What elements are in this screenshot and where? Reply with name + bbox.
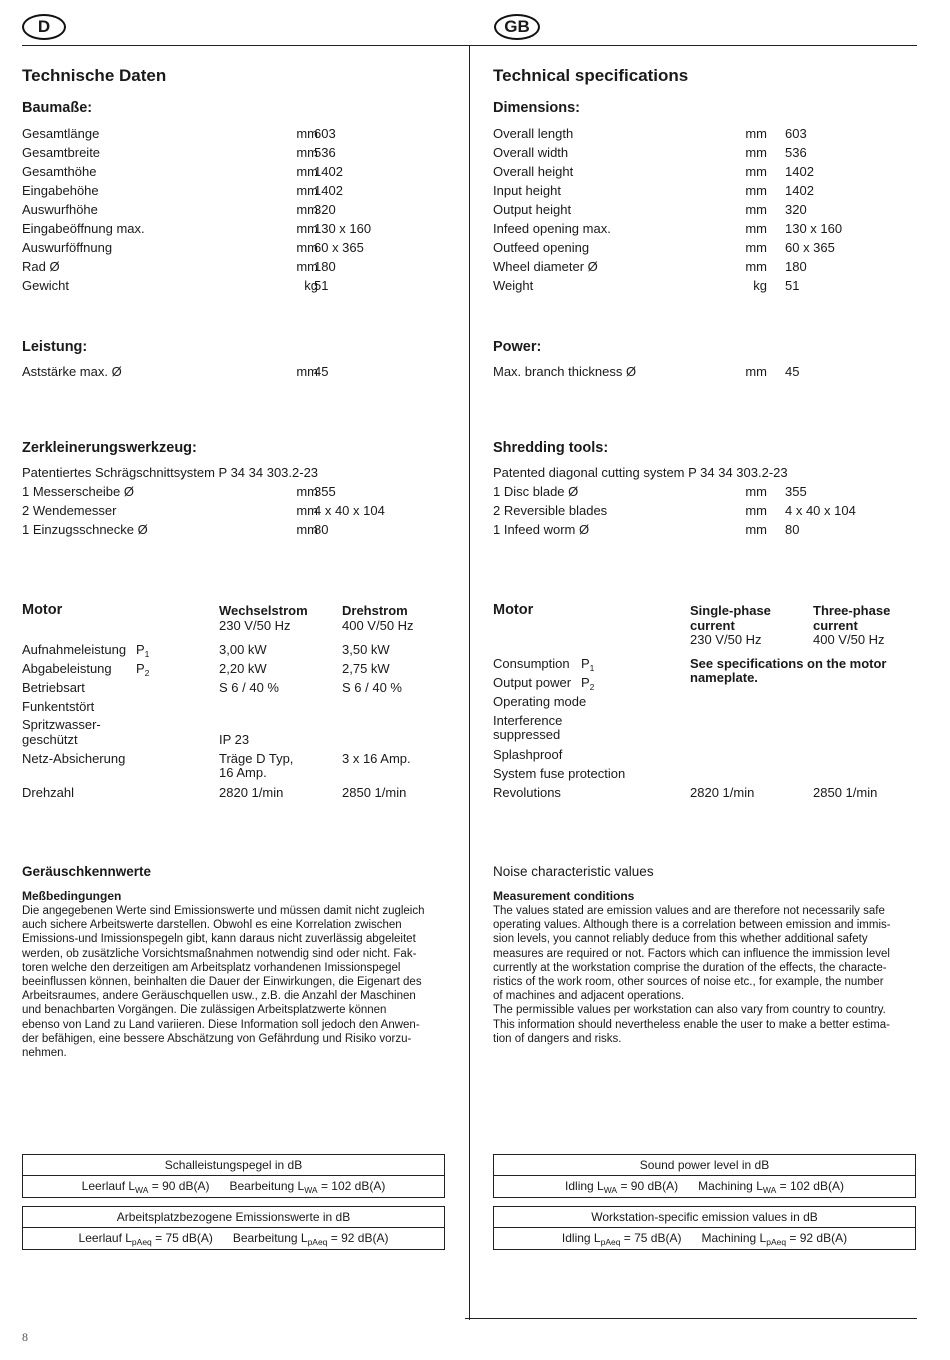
spec-label: Operating mode: [493, 694, 587, 709]
text-line: werden, ob zusätzliche Vorsichtsmaßnahmen notwendig sind oder nicht. Fak-: [22, 947, 417, 960]
motor-fuse-label-de: Netz-Absicherung: [22, 751, 126, 766]
text-line: Emissions-und Imissionspegeln gibt, kann daraus nicht zuverlässig abgeleitet: [22, 933, 416, 946]
spec-label: Drehzahl: [22, 785, 75, 800]
spec-unit: mm: [296, 221, 318, 236]
table-values: [23, 1228, 444, 1249]
value-number: = 92 dB(A): [786, 1231, 848, 1245]
power-heading-gb: Power:: [493, 339, 542, 355]
spec-label: Infeed opening max.: [493, 221, 611, 236]
spec-value: 2,75 kW: [342, 661, 390, 676]
text-line: currently at the workstation comprise the duration of the effects, the characte-: [493, 961, 887, 974]
symbol-index: 2: [589, 682, 595, 692]
value-subscript: WA: [603, 1185, 618, 1195]
spec-label: Betriebsart: [22, 680, 85, 695]
spec-label: Revolutions: [493, 785, 561, 800]
spec-value: 536: [785, 145, 807, 160]
table-title: Schalleistungspegel in dB: [23, 1155, 444, 1176]
emission-table-de: [22, 1206, 445, 1250]
symbol-index: 1: [589, 663, 595, 673]
motor-note1-gb: See specifications on the motor: [690, 656, 887, 671]
value-label: Bearbeitung L: [232, 1231, 308, 1245]
spec-unit: mm: [745, 202, 767, 217]
value-subscript: pAeq: [307, 1237, 328, 1247]
text-line: of machines and adjacent operations.: [493, 990, 685, 1003]
spec-unit: mm: [745, 484, 767, 499]
motor-col1-title2-gb: current: [690, 618, 735, 633]
page-title-gb: Technical specifications: [493, 66, 689, 85]
symbol-index: 1: [144, 649, 150, 659]
motor-col2-title-de: Drehstrom: [342, 603, 408, 618]
spec-unit: mm: [745, 364, 767, 379]
spec-value: 2850 1/min: [342, 785, 407, 800]
spec-label: 1 Disc blade Ø: [493, 484, 579, 499]
text-line: ebenso von Land zu Land variieren. Diese Information soll jedoch den Anwen-: [22, 1018, 420, 1031]
spec-value: 130 x 160: [785, 221, 843, 236]
motor-heading-gb: Motor: [493, 602, 534, 618]
spec-unit: mm: [296, 126, 318, 141]
spec-value: 1402: [314, 183, 343, 198]
spec-label: Outfeed opening: [493, 240, 590, 255]
power-symbol: [136, 659, 149, 683]
text-line: This information should nevertheless enable the user to make a better estima-: [493, 1018, 890, 1031]
spec-label: Consumption: [493, 656, 570, 671]
value-label: Leerlauf L: [81, 1179, 136, 1193]
value-subscript: WA: [304, 1185, 318, 1195]
spec-value: 1402: [785, 183, 814, 198]
language-badge-de: D: [22, 14, 66, 40]
spec-label: System fuse protection: [493, 766, 626, 781]
spec-label: Input height: [493, 183, 561, 198]
noise-heading-de: Geräuschkennwerte: [22, 864, 152, 879]
spec-label: Wheel diameter Ø: [493, 259, 598, 274]
motor-fuse-value1a-de: Träge D Typ,: [219, 751, 294, 766]
spec-value: 60 x 365: [785, 240, 835, 255]
dimensions-heading-de: Baumaße:: [22, 100, 93, 116]
value-number: = 92 dB(A): [327, 1231, 389, 1245]
page-number: 8: [22, 1330, 28, 1344]
spec-label: 1 Messerscheibe Ø: [22, 484, 134, 499]
spec-value: 45: [314, 364, 329, 379]
spec-label: 2 Wendemesser: [22, 503, 117, 518]
value-number: = 90 dB(A): [148, 1179, 210, 1193]
spec-value: 1402: [314, 164, 343, 179]
spec-unit: mm: [745, 164, 767, 179]
text-line: operating values. Although there is a correlation between emission and immis-: [493, 919, 891, 932]
spec-label: Gesamthöhe: [22, 164, 97, 179]
spec-value: 180: [314, 259, 336, 274]
page-title-de: Technische Daten: [22, 66, 167, 85]
tools-heading-de: Zerkleinerungswerkzeug:: [22, 440, 197, 456]
value-subscript: pAeq: [131, 1237, 152, 1247]
spec-label: Eingabehöhe: [22, 183, 99, 198]
noise-text-gb: [493, 904, 918, 1046]
spec-value: 320: [314, 202, 336, 217]
tools-heading-gb: Shredding tools:: [493, 440, 609, 456]
table-title: Sound power level in dB: [494, 1155, 915, 1176]
text-line: Die angegebenen Werte sind Emissionswerte und müssen damit nicht zugleich: [22, 905, 425, 917]
text-line: nehmen.: [22, 1047, 67, 1060]
spec-value: 3,00 kW: [219, 642, 267, 657]
value-label: Idling L: [561, 1231, 601, 1245]
text-line: sion levels, you cannot reliably deduce from this whether additional safety: [493, 933, 868, 946]
spec-label: Rad Ø: [22, 259, 60, 274]
motor-interference-label2-gb: suppressed: [493, 727, 561, 742]
spec-label: Output power: [493, 675, 572, 690]
spec-label: Gewicht: [22, 278, 69, 293]
table-values: [23, 1176, 444, 1197]
noise-heading-gb: Noise characteristic values: [493, 864, 654, 879]
spec-label: Abgabeleistung: [22, 661, 112, 676]
spec-value: 3,50 kW: [342, 642, 390, 657]
spec-value: 355: [785, 484, 807, 499]
emission-table-gb: [493, 1206, 916, 1250]
text-line: auch sichere Arbeitswerte darstellen. Obwohl es eine Korrelation zwischen: [22, 919, 402, 932]
value-subscript: pAeq: [600, 1237, 621, 1247]
spec-value: 45: [785, 364, 800, 379]
spec-value: 320: [785, 202, 807, 217]
spec-label: 1 Infeed worm Ø: [493, 522, 590, 537]
table-title: Arbeitsplatzbezogene Emissionswerte in dB: [23, 1207, 444, 1228]
table-values: [494, 1176, 915, 1197]
sound-power-table-gb: [493, 1154, 916, 1198]
spec-label: Output height: [493, 202, 572, 217]
text-line: The permissible values per workstation can also vary from country to country.: [493, 1004, 886, 1017]
spec-label: Max. branch thickness Ø: [493, 364, 637, 379]
spec-unit: kg: [753, 278, 767, 293]
spec-label: Patentiertes Schrägschnittsystem P 34 34 303.2-23: [22, 465, 319, 480]
value-label: Idling L: [565, 1179, 604, 1193]
spec-unit: mm: [745, 221, 767, 236]
symbol-text: P: [136, 642, 145, 657]
spec-label: Splashproof: [493, 747, 563, 762]
value-label: Machining L: [698, 1179, 763, 1193]
spec-value: 130 x 160: [314, 221, 372, 236]
spec-label: Auswurfhöhe: [22, 202, 98, 217]
spec-value: 60 x 365: [314, 240, 364, 255]
spec-label: Weight: [493, 278, 534, 293]
spec-unit: mm: [296, 202, 318, 217]
spec-value: 355: [314, 484, 336, 499]
dimensions-heading-gb: Dimensions:: [493, 100, 581, 116]
motor-col2-title2-gb: current: [813, 618, 858, 633]
value-label: Leerlauf L: [78, 1231, 132, 1245]
text-line: ristics of the work room, other sources of noise etc., for example, the number: [493, 976, 884, 989]
spec-unit: mm: [296, 183, 318, 198]
spec-value: 4 x 40 x 104: [785, 503, 856, 518]
spec-unit: mm: [296, 364, 318, 379]
spec-unit: mm: [296, 522, 318, 537]
spec-unit: mm: [296, 484, 318, 499]
spec-unit: mm: [296, 503, 318, 518]
spec-label: Auswurföffnung: [22, 240, 113, 255]
column-divider: [469, 45, 470, 1320]
power-heading-de: Leistung:: [22, 339, 88, 355]
spec-label: Overall height: [493, 164, 574, 179]
motor-col1-title-de: Wechselstrom: [219, 603, 308, 618]
text-line: tion of dangers and risks.: [493, 1032, 622, 1045]
motor-fuse-value2-de: 3 x 16 Amp.: [342, 751, 411, 766]
spec-value: 80: [314, 522, 329, 537]
table-values: [494, 1228, 915, 1249]
spec-value: 2820 1/min: [219, 785, 284, 800]
symbol-text: P: [581, 675, 590, 690]
spec-label: Eingabeöffnung max.: [22, 221, 145, 236]
motor-col1-sub-de: 230 V/50 Hz: [219, 618, 291, 633]
sound-power-table-de: [22, 1154, 445, 1198]
spec-label: Funkentstört: [22, 699, 95, 714]
value-subscript: WA: [762, 1185, 777, 1195]
spec-unit: mm: [296, 259, 318, 274]
spec-value: 2820 1/min: [690, 785, 755, 800]
spec-label: Aststärke max. Ø: [22, 364, 122, 379]
text-line: toren welche den derzeitigen am Arbeitsplatz vorhandenen Imissionspegel: [22, 961, 401, 974]
text-line: beeinflussen können, beinhalten die Dauer der Einwirkungen, die Eigenart des: [22, 976, 422, 989]
text-line: Arbeitsraumes, andere Geräuschquellen usw., z.B. die Anzahl der Maschinen: [22, 990, 416, 1003]
spec-unit: mm: [745, 503, 767, 518]
spec-value: S 6 / 40 %: [342, 680, 402, 695]
motor-note2-gb: nameplate.: [690, 670, 758, 685]
spec-unit: mm: [745, 240, 767, 255]
spec-unit: kg: [304, 278, 318, 293]
noise-text-de: [22, 904, 447, 1060]
spec-label: Patented diagonal cutting system P 34 34 303.2-23: [493, 465, 788, 480]
spec-unit: mm: [296, 164, 318, 179]
motor-col1-sub-gb: 230 V/50 Hz: [690, 632, 762, 647]
value-number: = 75 dB(A): [620, 1231, 682, 1245]
symbol-text: P: [136, 661, 145, 676]
spec-value: 2,20 kW: [219, 661, 267, 676]
motor-interference-label1-gb: Interference: [493, 713, 563, 728]
spec-unit: mm: [745, 259, 767, 274]
value-label: Bearbeitung L: [229, 1179, 305, 1193]
motor-fuse-value1b-de: 16 Amp.: [219, 765, 267, 780]
spec-unit: mm: [745, 522, 767, 537]
motor-col2-sub-gb: 400 V/50 Hz: [813, 632, 885, 647]
spec-value: 536: [314, 145, 336, 160]
spec-value: 1402: [785, 164, 814, 179]
value-subscript: WA: [135, 1185, 149, 1195]
spec-unit: mm: [296, 240, 318, 255]
spec-unit: mm: [745, 126, 767, 141]
motor-col2-title1-gb: Three-phase: [813, 603, 891, 618]
text-line: und benachbarten Vorgängen. Die zulässigen Arbeitsplatzwerte können: [22, 1004, 387, 1017]
spec-value: 51: [314, 278, 329, 293]
value-label: Machining L: [701, 1231, 767, 1245]
motor-splash-value-de: IP 23: [219, 732, 250, 747]
motor-heading-de: Motor: [22, 602, 63, 618]
noise-subheading-de: Meßbedingungen: [22, 889, 122, 903]
spec-label: Gesamtlänge: [22, 126, 100, 141]
text-line: der befähigen, eine bessere Abschätzung von Gefährdung und Risiko vorzu-: [22, 1032, 412, 1045]
text-line: measures are required or not. Factors which can influence the immission level: [493, 947, 890, 960]
motor-col1-title1-gb: Single-phase: [690, 603, 771, 618]
noise-subheading-gb: Measurement conditions: [493, 889, 635, 903]
value-subscript: pAeq: [766, 1237, 787, 1247]
table-title: Workstation-specific emission values in dB: [494, 1207, 915, 1228]
symbol-text: P: [581, 656, 590, 671]
spec-value: 180: [785, 259, 807, 274]
spec-value: 4 x 40 x 104: [314, 503, 385, 518]
symbol-index: 2: [144, 668, 150, 678]
spec-unit: mm: [296, 145, 318, 160]
spec-value: 603: [785, 126, 807, 141]
spec-label: Overall length: [493, 126, 574, 141]
text-line: The values stated are emission values and are therefore not necessarily safe: [493, 905, 885, 917]
value-number: = 102 dB(A): [776, 1179, 844, 1193]
value-number: = 102 dB(A): [317, 1179, 386, 1193]
spec-label: 1 Einzugsschnecke Ø: [22, 522, 148, 537]
spec-label: Aufnahmeleistung: [22, 642, 127, 657]
value-number: = 90 dB(A): [617, 1179, 679, 1193]
language-badge-gb: GB: [494, 14, 540, 40]
footer-rule: [465, 1318, 917, 1319]
spec-value: 51: [785, 278, 800, 293]
motor-splash-label1-de: Spritzwasser-: [22, 717, 101, 732]
motor-splash-label2-de: geschützt: [22, 732, 78, 747]
spec-label: Gesamtbreite: [22, 145, 101, 160]
spec-value: S 6 / 40 %: [219, 680, 279, 695]
spec-value: 80: [785, 522, 800, 537]
spec-value: 2850 1/min: [813, 785, 878, 800]
spec-label: 2 Reversible blades: [493, 503, 608, 518]
spec-unit: mm: [745, 183, 767, 198]
spec-unit: mm: [745, 145, 767, 160]
spec-label: Overall width: [493, 145, 569, 160]
motor-col2-sub-de: 400 V/50 Hz: [342, 618, 414, 633]
value-number: = 75 dB(A): [151, 1231, 213, 1245]
spec-value: 603: [314, 126, 336, 141]
